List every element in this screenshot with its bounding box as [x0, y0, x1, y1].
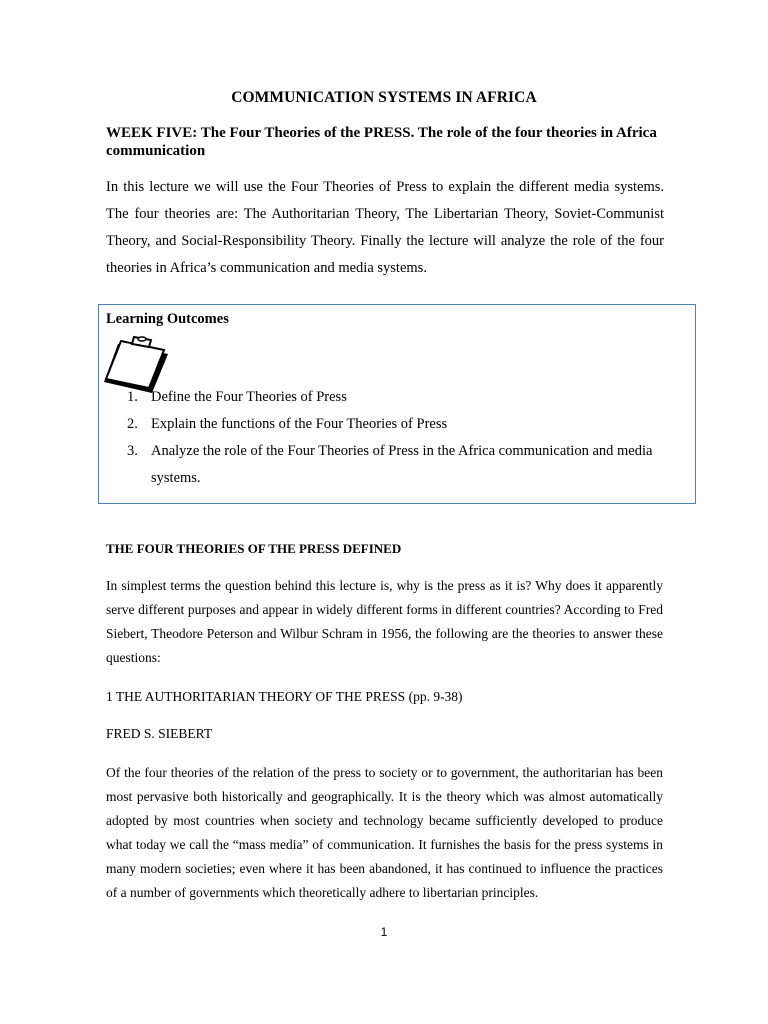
week-heading: WEEK FIVE: The Four Theories of the PRESS. The role of the four theories in Africa communication [106, 125, 657, 159]
learning-outcomes-box [98, 304, 696, 504]
intro-paragraph: In this lecture we will use the Four Theories of Press to explain the different media systems. The four theories are: The Authoritarian Theory, The Libertarian Theory, Soviet-Communist Theory, and Social-Responsibility Theory. Finally the lecture will analyze the role of the four theories in Africa’s communication and media systems. [106, 179, 664, 276]
page-number: 1 [380, 925, 388, 939]
list-item-text: Explain the functions of the Four Theories of Press [151, 416, 448, 432]
section-heading: THE FOUR THEORIES OF THE PRESS DEFINED [106, 541, 402, 556]
list-item [127, 438, 667, 492]
list-item [127, 411, 667, 438]
list-item-number: 2. [127, 416, 138, 432]
list-item-number: 1. [127, 389, 138, 405]
list-item [127, 384, 667, 411]
subsection-heading: 1 THE AUTHORITARIAN THEORY OF THE PRESS (pp. 9-38) [106, 689, 463, 704]
list-item-number: 3. [127, 443, 138, 459]
authoritarian-paragraph: Of the four theories of the relation of the press to society or to government, the authoritarian has been most pervasive both historically and geographically. It is the theory which was almost automatically adopted by most countries when society and technology became sufficiently developed to produce what today we call the “mass media” of communication. It furnishes the basis for the press systems in many modern societies; even where it has been abandoned, it has continued to influence the practices of a number of governments which theoretically adhere to libertarian principles. [106, 765, 663, 900]
learning-outcomes-list [127, 384, 667, 492]
learning-outcomes-title: Learning Outcomes [106, 311, 229, 327]
list-item-text: Analyze the role of the Four Theories of Press in the Africa communication and media systems. [151, 443, 653, 486]
author-name: FRED S. SIEBERT [106, 726, 213, 741]
document-title: COMMUNICATION SYSTEMS IN AFRICA [231, 89, 537, 106]
section-paragraph: In simplest terms the question behind this lecture is, why is the press as it is? Why does it apparently serve different purposes and appear in widely different forms in different countries? According to Fred Siebert, Theodore Peterson and Wilbur Schram in 1956, the following are the theories to answer these questions: [106, 578, 663, 665]
list-item-text: Define the Four Theories of Press [151, 389, 347, 405]
